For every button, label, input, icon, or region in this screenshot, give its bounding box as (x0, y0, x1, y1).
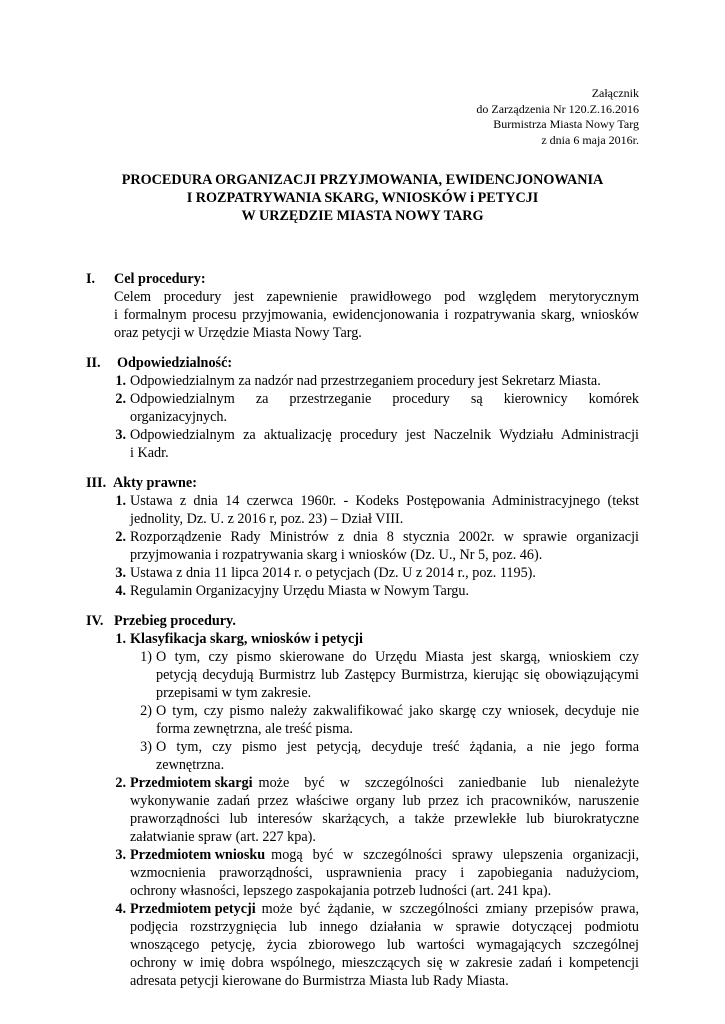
s4-item-3-line-3: ochrony własności, lepszego zaspokajania potrzeb ludności (art. 241 kpa). (130, 883, 552, 899)
section-1-line-2: i formalnym procesu przyjmowania, ewidencjonowania i rozpatrywania skarg, wniosków (114, 307, 639, 323)
title-line-2: I ROZPATRYWANIA SKARG, WNIOSKÓW i PETYCJI (186, 190, 539, 206)
s4-item-3-number: 3. (115, 847, 126, 863)
section-1-title: Cel procedury: (114, 271, 206, 287)
s4-item-2-bold: Przedmiotem skargi (130, 775, 253, 791)
s4-point-1-number: 1) (140, 649, 152, 665)
s4-item-3-line-1 (130, 846, 639, 864)
s4-item-4-line-3: wnoszącego petycję, życia zbiorowego lub wartości wymagających szczególnej (130, 937, 639, 953)
s4-item-4-line-1 (130, 900, 639, 918)
header-line-4: z dnia 6 maja 2016r. (541, 132, 639, 147)
s3-item-3-text: Ustawa z dnia 11 lipca 2014 r. o petycjach (Dz. U z 2014 r., poz. 1195). (130, 565, 536, 581)
s4-item-3-line-2: wzmocnienia praworządności, usprawnienia pracy i zapobiegania nadużyciom, (130, 865, 639, 881)
s4-point-3-line-1: O tym, czy pismo jest petycją, decyduje treść żądania, a nie jego forma (156, 739, 639, 755)
s4-item-4-number: 4. (115, 901, 126, 917)
s4-item-4-line-4: ochrony w imię dobra wspólnego, mieszczących się w zakresie zadań i kompetencji (130, 955, 639, 971)
s3-item-2-line-2: przyjmowania i rozpatrywania skarg i wniosków (Dz. U., Nr 5, poz. 46). (130, 547, 543, 563)
s4-point-1-line-1: O tym, czy pismo skierowane do Urzędu Miasta jest skargą, wnioskiem czy (156, 649, 639, 665)
s4-item-3-line-1-rest: mogą być w szczególności sprawy ulepszenia organizacji, (271, 847, 639, 863)
s4-point-2-line-1: O tym, czy pismo należy zakwalifikować jako skargę czy wniosek, decyduje nie (156, 703, 639, 719)
s4-item-3-bold: Przedmiotem wniosku (130, 847, 266, 863)
section-2-title: Odpowiedzialność: (117, 355, 233, 371)
s4-item-2-line-2: wykonywanie zadań przez właściwe organy lub przez ich pracowników, naruszenie (130, 793, 639, 809)
s2-item-1-text: Odpowiedzialnym za nadzór nad przestrzeganiem procedury jest Sekretarz Miasta. (130, 373, 601, 389)
s4-item-4-line-1-rest: może być żądanie, w szczególności zmiany przepisów prawa, (261, 901, 639, 917)
s4-point-3-number: 3) (140, 739, 152, 755)
header-line-3: Burmistrza Miasta Nowy Targ (493, 117, 639, 131)
s4-item-1-title: Klasyfikacja skarg, wniosków i petycji (130, 631, 363, 647)
s3-item-2-number: 2. (115, 529, 126, 545)
s2-item-3-line-2: i Kadr. (130, 445, 169, 461)
title-line-1: PROCEDURA ORGANIZACJI PRZYJMOWANIA, EWIDENCJONOWANIA (121, 172, 604, 188)
s2-item-3-line-1: Odpowiedzialnym za aktualizację procedury jest Naczelnik Wydziału Administracji (130, 427, 639, 443)
s3-item-2-line-1: Rozporządzenie Rady Ministrów z dnia 8 stycznia 2002r. w sprawie organizacji (130, 529, 639, 545)
s4-point-1-line-3: przepisami w tym zakresie. (156, 685, 312, 701)
section-1-line-3: oraz petycji w Urzędzie Miasta Nowy Targ. (114, 325, 362, 341)
s4-point-3-line-2: zewnętrzna. (156, 757, 225, 773)
section-3-number: III. (86, 475, 107, 491)
s2-item-2-line-2: organizacyjnych. (130, 409, 228, 425)
s4-item-4-line-2: podjęcia rozstrzygnięcia lub innego działania w sprawie dotyczącej podmiotu (130, 919, 639, 935)
s3-item-4-number: 4. (115, 583, 126, 599)
document-title (0, 171, 725, 225)
s4-item-2-number: 2. (115, 775, 126, 791)
s4-item-2-line-1 (130, 774, 639, 792)
section-1-number: I. (86, 271, 96, 287)
s4-item-1-number: 1. (115, 631, 126, 647)
s4-item-2-line-1-rest: może być w szczególności zaniedbanie lub nienależyte (258, 775, 639, 791)
header-line-2: do Zarządzenia Nr 120.Z.16.2016 (476, 101, 639, 116)
s4-item-4-bold: Przedmiotem petycji (130, 901, 256, 917)
s4-point-1-line-2: petycją decydują Burmistrz lub Zastępcy Burmistrza, kierując się obowiązującymi (156, 667, 639, 683)
s3-item-3-number: 3. (115, 565, 126, 581)
s4-item-4-line-5: adresata petycji kierowane do Burmistrza Miasta lub Rady Miasta. (130, 973, 509, 989)
s3-item-4-text: Regulamin Organizacyjny Urzędu Miasta w Nowym Targu. (130, 583, 470, 599)
s4-point-2-line-2: forma zewnętrzna, ale treść pisma. (156, 721, 353, 737)
header-line-1: Załącznik (591, 86, 639, 100)
s3-item-1-number: 1. (115, 493, 126, 509)
section-4-title: Przebieg procedury. (114, 613, 236, 629)
s2-item-1-number: 1. (115, 373, 126, 389)
s4-point-2-number: 2) (140, 703, 152, 719)
s2-item-2-number: 2. (115, 391, 126, 407)
section-2-number: II. (86, 355, 101, 371)
s4-item-2-line-4: załatwianie spraw (art. 227 kpa). (130, 829, 316, 845)
s3-item-1-line-2: jednolity, Dz. U. z 2016 r, poz. 23) – Dział VIII. (130, 511, 404, 527)
s3-item-1-line-1: Ustawa z dnia 14 czerwca 1960r. - Kodeks Postępowania Administracyjnego (tekst (130, 493, 639, 509)
section-1-line-1: Celem procedury jest zapewnienie prawidłowego pod względem merytorycznym (114, 289, 639, 305)
s4-item-2-line-3: praworządności lub interesów skarżących, a także przewlekłe lub biurokratyczne (130, 811, 639, 827)
section-3-title: Akty prawne: (113, 475, 197, 491)
attachment-header (476, 86, 639, 148)
s2-item-3-number: 3. (115, 427, 126, 443)
s2-item-2-line-1: Odpowiedzialnym za przestrzeganie procedury są kierownicy komórek (130, 391, 639, 407)
section-4-number: IV. (86, 613, 104, 629)
title-line-3: W URZĘDZIE MIASTA NOWY TARG (241, 208, 484, 224)
